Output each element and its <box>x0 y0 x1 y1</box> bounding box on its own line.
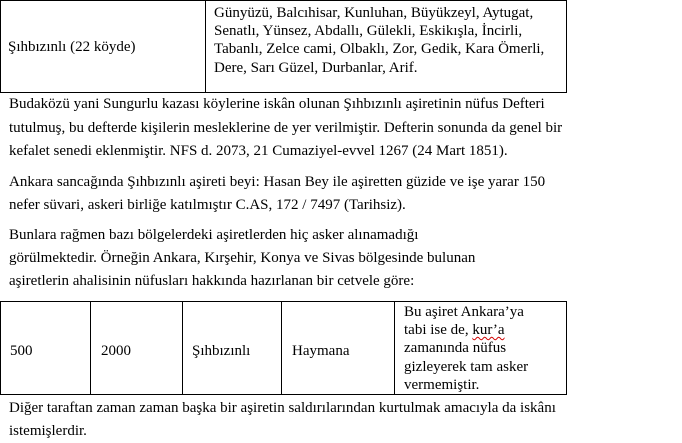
paragraph-line: Bunlara rağmen bazı bölgelerdeki aşiretlerden hiç asker alınamadığı <box>9 227 419 243</box>
paragraph-cavalry <box>9 171 674 218</box>
note-line: vermemiştir. <box>404 376 480 393</box>
paragraph-line: kefalet senedi eklenmiştir. NFS d. 2073, 21 Cumaziyel-evvel 1267 (24 Mart 1851). <box>9 143 508 160</box>
table-cell-count <box>0 301 91 395</box>
paragraph-line: nefer süvari, askeri birliğe katılmıştır C.AS, 172 / 7497 (Tarihsiz). <box>9 197 406 214</box>
table-cell-population <box>90 301 183 395</box>
paragraph-line: Ankara sancağında Şıhbızınlı aşireti beyi: Hasan Bey ile aşiretten güzide ve işe yarar 150 <box>9 174 546 190</box>
cell-text: 500 <box>10 343 33 359</box>
table-cell-location <box>281 301 395 395</box>
paragraph-census <box>9 93 674 164</box>
note-line: zamanında nüfus <box>404 340 507 357</box>
top-table <box>0 0 567 93</box>
spellcheck-word: kur’a <box>472 322 505 339</box>
paragraph-conscription <box>9 224 674 293</box>
note-line: gizleyerek tam asker <box>404 358 529 375</box>
tribe-label: Şıhbızınlı (22 köyde) <box>8 39 136 55</box>
cell-text: Şıhbızınlı <box>192 343 251 359</box>
paragraph-line: aşiretlerin ahalisinin nüfusları hakkında hazırlanan bir cetvele göre: <box>9 273 415 289</box>
paragraph-line: tutulmuş, bu defterde kişilerin mesleklerine de yer verilmiştir. Defterin sonunda da genel bir <box>9 119 563 136</box>
note-text <box>404 303 564 394</box>
villages-list: Günyüzü, Balcıhisar, Kunluhan, Büyükzeyl, Aytugat, Senatlı, Yünsez, Abdallı, Gülekli, Eskikışla, İncirli, Tabanlı, Zelce cami, Olbaklı, Zor, Gedik, Kara Ömerli, Dere, Sarı Güzel, Durbanlar, Arif. <box>214 5 545 76</box>
table-cell-tribe <box>182 301 282 395</box>
paragraph-line: Budaközü yani Sungurlu kazası köylerine iskân olunan Şıhbızınlı aşiretinin nüfus Defteri <box>9 96 545 112</box>
villages-cell <box>205 0 567 93</box>
cell-text: Haymana <box>292 343 350 359</box>
paragraph-line: görülmektedir. Örneğin Ankara, Kırşehir, Konya ve Sivas bölgesinde bulunan <box>9 250 476 266</box>
paragraph-line: istemişlerdir. <box>9 423 87 439</box>
census-table <box>0 301 567 395</box>
note-line <box>404 321 564 339</box>
paragraph-settlement <box>9 397 674 443</box>
cell-text: 2000 <box>101 343 131 359</box>
note-fragment: tabi ise de, <box>404 322 473 339</box>
table-cell-note <box>394 301 567 395</box>
paragraph-line: Diğer taraftan zaman zaman başka bir aşiretin saldırılarından kurtulmak amacıyla da iskânı <box>9 400 556 416</box>
note-line: Bu aşiret Ankara’ya <box>404 304 524 320</box>
tribe-label-cell <box>0 0 206 93</box>
